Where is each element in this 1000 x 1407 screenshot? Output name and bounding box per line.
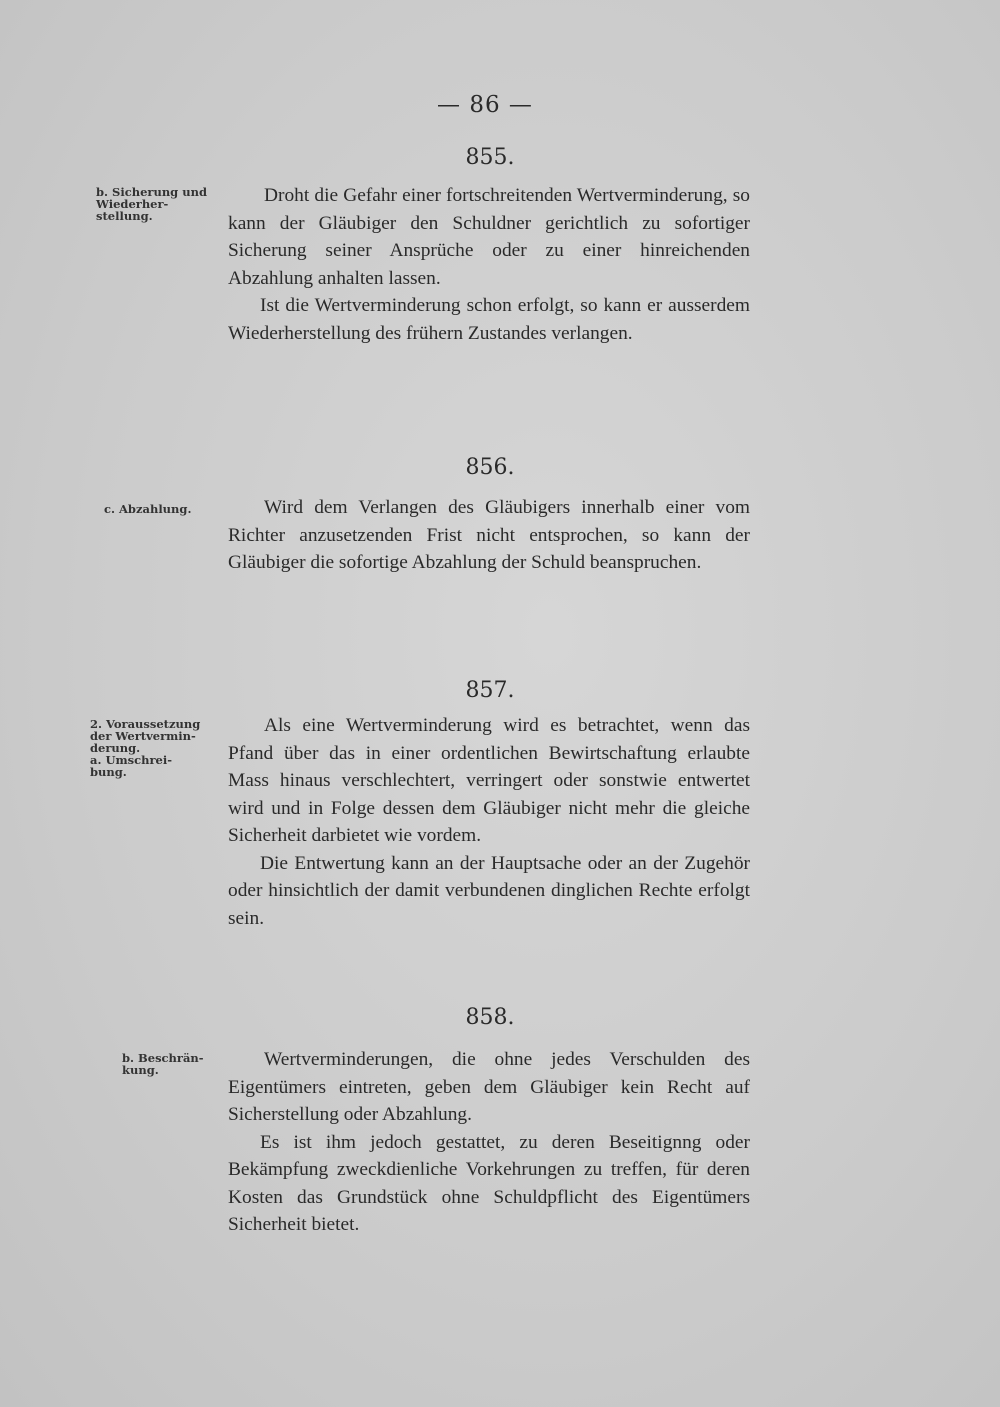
margin-note: b. Beschrän- kung. xyxy=(122,1051,204,1077)
article-number: 856. xyxy=(465,455,515,480)
margin-note: b. Sicherung und Wiederher- stellung. xyxy=(96,185,207,223)
paragraph: Als eine Wertverminderung wird es betrachtet, wenn das Pfand über das in einer ordentlichen Bewirtschaftung erlaubte Mass hinaus verschlechtert, verringert oder sonstwie entwertet wird und in Folge dessen dem Gläubiger nicht mehr die gleiche Sicherheit darbietet wie vordem. xyxy=(228,715,750,846)
paragraph: Wertverminderungen, die ohne jedes Verschulden des Eigentümers eintreten, geben dem Gläubiger kein Recht auf Sicherstellung oder Abzahlung. xyxy=(228,1049,750,1125)
paragraph: Wird dem Verlangen des Gläubigers innerhalb einer vom Richter anzusetzenden Frist nicht entsprochen, so kann der Gläubiger die sofortige Abzahlung der Schuld beanspruchen. xyxy=(228,497,750,573)
page-number: — 86 — xyxy=(437,92,533,118)
article-text xyxy=(228,494,750,577)
article-number: 855. xyxy=(465,145,515,170)
article-text xyxy=(228,1046,750,1239)
article-text xyxy=(228,712,750,932)
article-number: 858. xyxy=(465,1005,515,1030)
paragraph: Droht die Gefahr einer fortschreitenden Wertverminderung, so kann der Gläubiger den Schuldner gerichtlich zu sofortiger Sicherung seiner Ansprüche oder zu einer hinreichenden Abzahlung anhalten lassen. xyxy=(228,185,750,289)
paragraph: Es ist ihm jedoch gestattet, zu deren Beseitignng oder Bekämpfung zweckdienliche Vorkehrungen zu treffen, für deren Kosten das Grundstück ohne Schuldpflicht des Eigentümers Sicherheit bietet. xyxy=(228,1131,750,1235)
paragraph: Ist die Wertverminderung schon erfolgt, so kann er ausserdem Wiederherstellung des frühern Zustandes verlangen. xyxy=(228,295,750,344)
margin-note: 2. Voraussetzung der Wertvermin- derung. a. Umschrei- bung. xyxy=(90,717,201,779)
article-number: 857. xyxy=(465,678,515,703)
margin-note: c. Abzahlung. xyxy=(104,502,192,516)
article-text xyxy=(228,182,750,347)
paragraph: Die Entwertung kann an der Hauptsache oder an der Zugehör oder hinsichtlich der damit verbundenen dinglichen Rechte erfolgt sein. xyxy=(228,852,750,929)
